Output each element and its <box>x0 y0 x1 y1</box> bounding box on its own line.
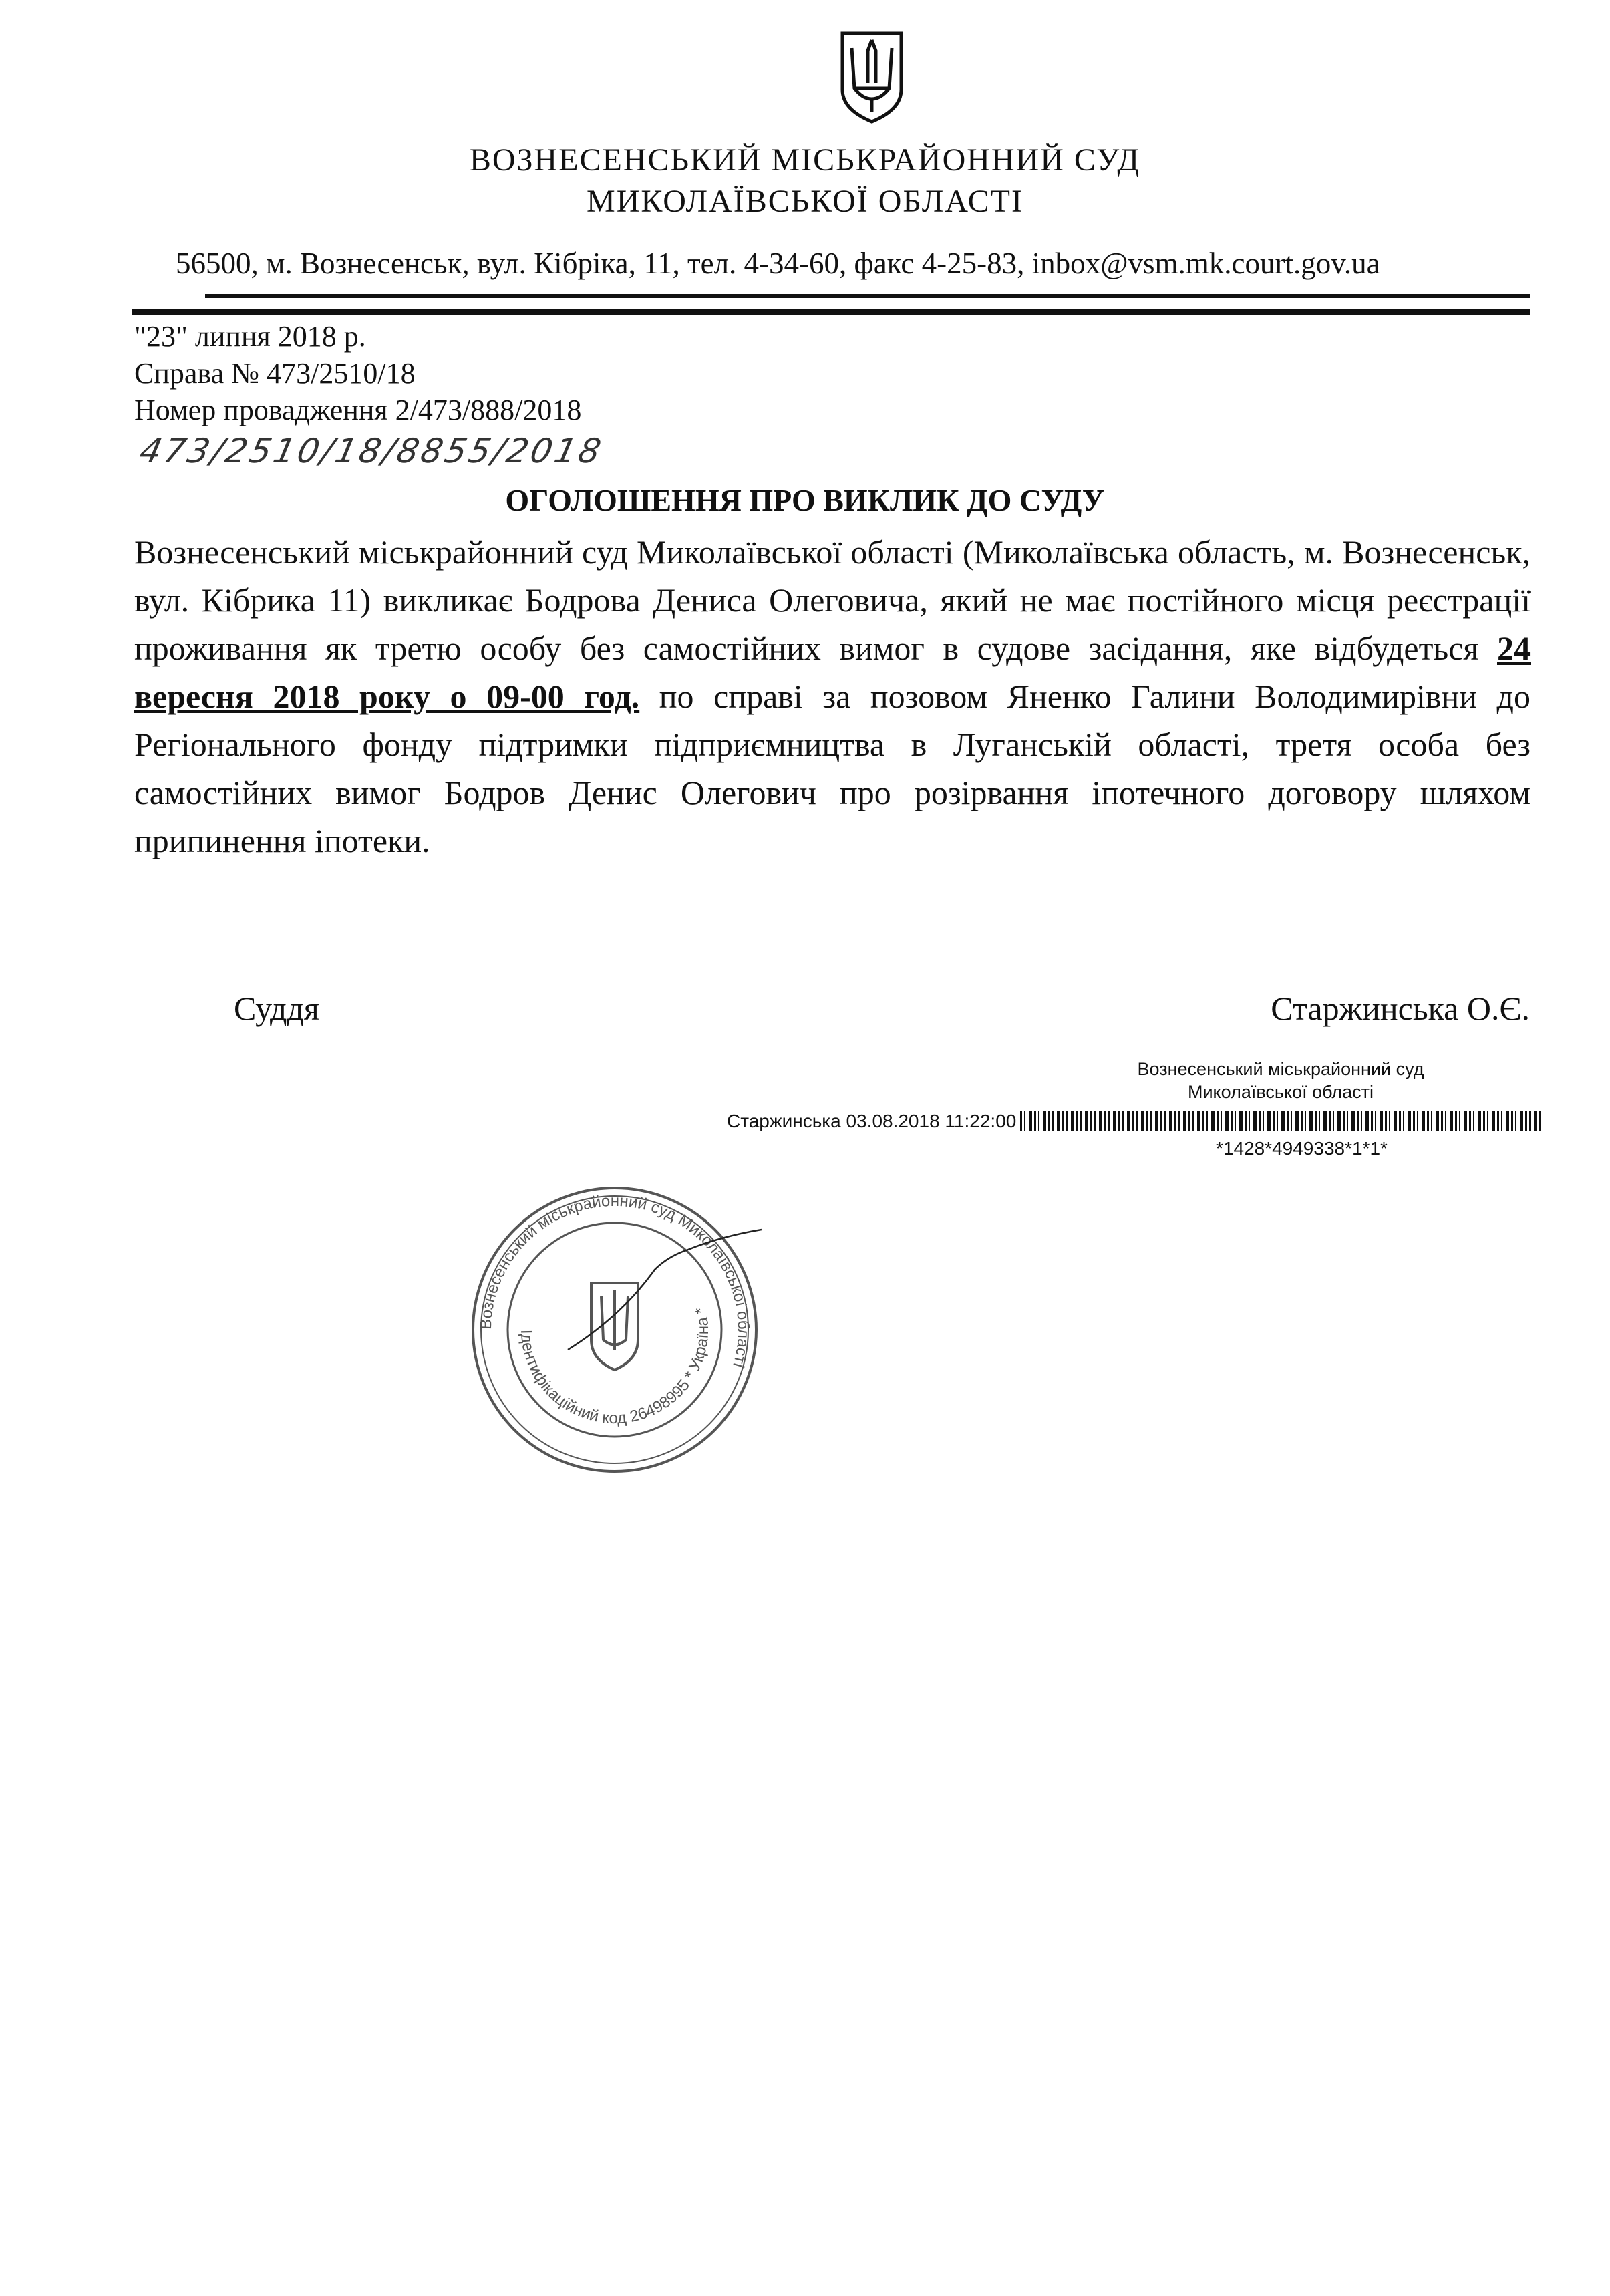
case-number: Справа № 473/2510/18 <box>134 357 416 390</box>
esign-court-line2: Миколаївської області <box>1187 1082 1374 1102</box>
court-address: 56500, м. Вознесенськ, вул. Кібріка, 11, тел. 4-34-60, факс 4-25-83, inbox@vsm.mk.court.gov.ua <box>176 247 1380 280</box>
trident-emblem-icon <box>838 29 905 124</box>
hearing-datetime: 24 вересня 2018 року о 09-00 год. <box>134 629 1531 715</box>
esign-court-line1: Вознесенський міськрайонний суд <box>1137 1059 1424 1079</box>
stamp-inner-text: Ідентифікаційний код 26498995 * Україна * <box>516 1305 713 1428</box>
notice-heading: ОГОЛОШЕННЯ ПРО ВИКЛИК ДО СУДУ <box>505 483 1105 517</box>
header-divider-top <box>205 294 1530 298</box>
court-name-line2: МИКОЛАЇВСЬКОЇ ОБЛАСТІ <box>587 184 1023 219</box>
notice-text-after: по справі за позовом Яненко Галини Володимирівни до Регіонального фонду підтримки підприємництва в Луганській області, третя особа без самостійних вимог Бодров Денис Олегович про розірвання іпотечного договору шляхом припинення іпотеки. <box>134 678 1531 859</box>
notice-body <box>134 528 1531 865</box>
notice-text-before: Вознесенський міськрайонний суд Миколаївської області (Миколаївська область, м. Вознесенськ, вул. Кібрика 11) викликає Бодрова Дениса Олеговича, який не має постійного місця реєстрації проживання як третю особу без самостійних вимог в судове засідання, яке відбудеться <box>134 533 1531 667</box>
esign-row <box>727 1109 1541 1133</box>
court-name-line1: ВОЗНЕСЕНСЬКИЙ МІСЬКРАЙОННИЙ СУД <box>469 142 1141 178</box>
handwritten-number: 473/2510/18/8855/2018 <box>136 432 607 470</box>
esign-signer: Старжинська 03.08.2018 11:22:00 <box>727 1111 1017 1131</box>
signature-name: Старжинська О.Є. <box>1271 990 1530 1027</box>
letter-date: "23" липня 2018 р. <box>134 320 366 353</box>
proceeding-number: Номер провадження 2/473/888/2018 <box>134 394 582 426</box>
barcode <box>1020 1111 1541 1131</box>
stamp-outer-text: Вознесенський міськрайонний суд Миколаївської області <box>476 1191 753 1370</box>
header-divider-bottom <box>132 309 1530 315</box>
barcode-code: *1428*4949338*1*1* <box>1216 1138 1388 1159</box>
signature-role: Суддя <box>234 990 319 1027</box>
court-stamp <box>468 1183 762 1477</box>
